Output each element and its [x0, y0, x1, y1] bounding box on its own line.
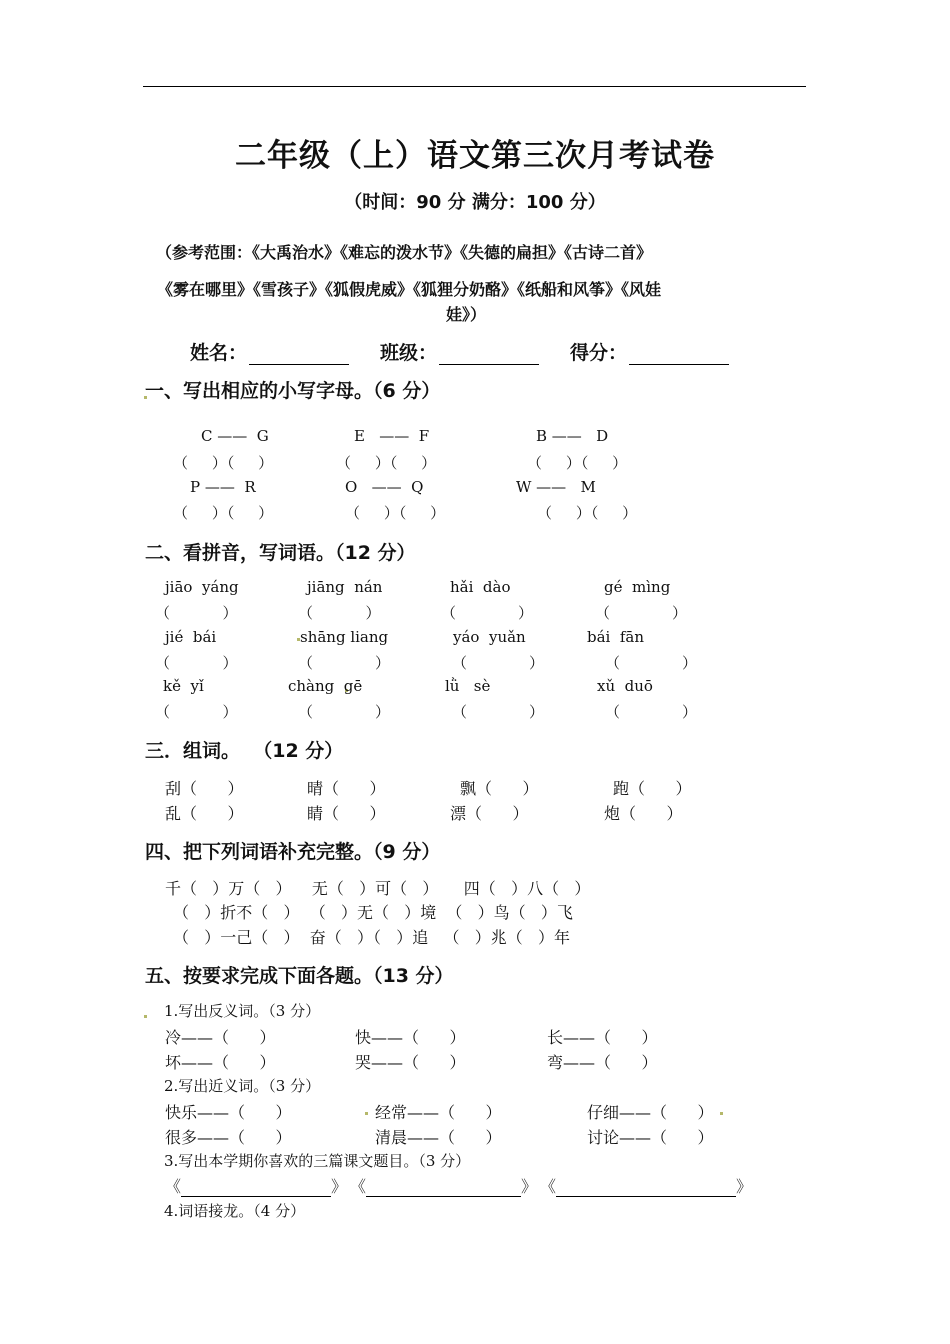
- letters-pr: P —— R: [190, 478, 256, 496]
- question-1: 1.写出反义词。（3 分）: [164, 1002, 321, 1020]
- synonym-item[interactable]: 仔细——（ ）: [587, 1103, 714, 1122]
- word-group-item[interactable]: 炮（ ）: [604, 804, 683, 823]
- pinyin: shāng liang: [300, 628, 389, 646]
- word-blank[interactable]: （ ）: [298, 703, 390, 721]
- letters-bd: B —— D: [536, 427, 609, 445]
- word-blank[interactable]: （ ）: [155, 703, 238, 721]
- title-underline[interactable]: [556, 1180, 736, 1197]
- synonym-item[interactable]: 经常——（ ）: [375, 1103, 502, 1122]
- letters-ef: E —— F: [354, 427, 430, 445]
- section-3-heading: 三．组词。 （12 分）: [145, 740, 344, 762]
- mark-dot: [720, 1112, 723, 1115]
- word-blank[interactable]: （ ）: [605, 654, 697, 672]
- antonym-item[interactable]: 快——（ ）: [355, 1028, 466, 1047]
- title-blank-3[interactable]: [540, 1174, 752, 1197]
- antonym-item[interactable]: 哭——（ ）: [355, 1053, 466, 1072]
- antonym-item[interactable]: 弯——（ ）: [547, 1053, 658, 1072]
- pinyin: kě yǐ: [163, 677, 204, 695]
- word-blank[interactable]: （ ）: [452, 654, 544, 672]
- close-bracket: 》: [521, 1177, 538, 1196]
- section-2-heading: 二、看拼音，写词语。（12 分）: [145, 542, 416, 564]
- pinyin: jiāo yáng: [165, 578, 239, 596]
- answer-blank[interactable]: （ ）（ ）: [345, 504, 446, 522]
- class-blank[interactable]: [439, 346, 539, 365]
- mark-dot: [144, 1015, 147, 1018]
- word-group-item[interactable]: 刮（ ）: [165, 779, 244, 798]
- title-blank-1[interactable]: [165, 1174, 347, 1197]
- pinyin: hǎi dào: [450, 578, 511, 596]
- name-field[interactable]: [190, 338, 349, 365]
- pinyin: jié bái: [165, 628, 217, 646]
- question-2: 2.写出近义词。（3 分）: [164, 1077, 321, 1095]
- word-blank[interactable]: （ ）: [155, 654, 238, 672]
- header-rule: [143, 86, 806, 87]
- pinyin: xǔ duō: [597, 677, 653, 695]
- open-bracket: 《: [165, 1177, 182, 1196]
- word-group-item[interactable]: 睛（ ）: [307, 804, 386, 823]
- section-5-heading: 五、按要求完成下面各题。（13 分）: [145, 965, 454, 987]
- scope-line-2: 《雾在哪里》《雪孩子》《狐假虎威》《狐狸分奶酪》《纸船和风筝》《风娃: [157, 280, 662, 299]
- idiom-row[interactable]: （ ）一己（ ） 奋（ ）（ ）追 （ ）兆（ ）年: [173, 928, 570, 947]
- close-bracket: 》: [736, 1177, 753, 1196]
- question-3: 3.写出本学期你喜欢的三篇课文题目。（3 分）: [164, 1152, 471, 1170]
- pinyin: jiāng nán: [307, 578, 383, 596]
- word-blank[interactable]: （ ）: [298, 604, 381, 622]
- idiom-row[interactable]: （ ）折不（ ） （ ）无（ ）境 （ ）鸟（ ）飞: [173, 903, 573, 922]
- antonym-item[interactable]: 长——（ ）: [547, 1028, 658, 1047]
- answer-blank[interactable]: （ ）（ ）: [173, 504, 274, 522]
- answer-blank[interactable]: （ ）（ ）: [336, 454, 437, 472]
- title-underline[interactable]: [181, 1180, 331, 1197]
- letters-oq: O —— Q: [345, 478, 424, 496]
- pinyin: chàng gē: [288, 677, 363, 695]
- synonym-item[interactable]: 很多——（ ）: [165, 1128, 292, 1147]
- letters-wm: W —— M: [516, 478, 596, 496]
- pinyin: bái fān: [587, 628, 645, 646]
- answer-blank[interactable]: （ ）（ ）: [537, 504, 638, 522]
- section-1-heading: 一、写出相应的小写字母。（6 分）: [145, 380, 441, 402]
- antonym-item[interactable]: 冷——（ ）: [165, 1028, 276, 1047]
- class-label: 班级：: [380, 342, 438, 364]
- scope-line-1: （参考范围：《大禹治水》《难忘的泼水节》《失德的扁担》《古诗二首》: [156, 243, 653, 262]
- word-blank[interactable]: （ ）: [595, 604, 687, 622]
- word-group-item[interactable]: 晴（ ）: [307, 779, 386, 798]
- word-blank[interactable]: （ ）: [605, 703, 697, 721]
- answer-blank[interactable]: （ ）（ ）: [173, 454, 274, 472]
- antonym-item[interactable]: 坏——（ ）: [165, 1053, 276, 1072]
- word-blank[interactable]: （ ）: [155, 604, 238, 622]
- synonym-item[interactable]: 快乐——（ ）: [165, 1103, 292, 1122]
- word-group-item[interactable]: 漂（ ）: [450, 804, 529, 823]
- pinyin: yáo yuǎn: [453, 628, 526, 646]
- score-blank[interactable]: [629, 346, 729, 365]
- word-blank[interactable]: （ ）: [452, 703, 544, 721]
- title-underline[interactable]: [366, 1180, 521, 1197]
- page-title: 二年级（上）语文第三次月考试卷: [235, 138, 715, 174]
- word-blank[interactable]: （ ）: [441, 604, 533, 622]
- class-field[interactable]: [380, 338, 539, 365]
- score-label: 得分：: [570, 342, 628, 364]
- question-4: 4.词语接龙。（4 分）: [164, 1202, 306, 1220]
- word-group-item[interactable]: 跑（ ）: [613, 779, 692, 798]
- letters-cg: C —— G: [201, 427, 269, 445]
- synonym-item[interactable]: 清晨——（ ）: [375, 1128, 502, 1147]
- answer-blank[interactable]: （ ）（ ）: [527, 454, 628, 472]
- pinyin: lǜ sè: [445, 677, 491, 695]
- synonym-item[interactable]: 讨论——（ ）: [587, 1128, 714, 1147]
- open-bracket: 《: [350, 1177, 367, 1196]
- name-blank[interactable]: [249, 346, 349, 365]
- word-blank[interactable]: （ ）: [298, 654, 390, 672]
- score-field[interactable]: [570, 338, 729, 365]
- word-group-item[interactable]: 飘（ ）: [460, 779, 539, 798]
- scope-line-3: 娃》）: [446, 305, 487, 324]
- mark-dot: [365, 1112, 368, 1115]
- title-blank-2[interactable]: [350, 1174, 537, 1197]
- pinyin: gé mìng: [604, 578, 671, 596]
- close-bracket: 》: [331, 1177, 348, 1196]
- exam-time-score: （时间：90 分 满分：100 分）: [344, 192, 606, 213]
- section-4-heading: 四、把下列词语补充完整。（9 分）: [145, 841, 441, 863]
- name-label: 姓名：: [190, 342, 248, 364]
- idiom-row[interactable]: 千（ ）万（ ） 无（ ）可（ ） 四（ ）八（ ）: [165, 879, 591, 898]
- open-bracket: 《: [540, 1177, 557, 1196]
- word-group-item[interactable]: 乱（ ）: [165, 804, 244, 823]
